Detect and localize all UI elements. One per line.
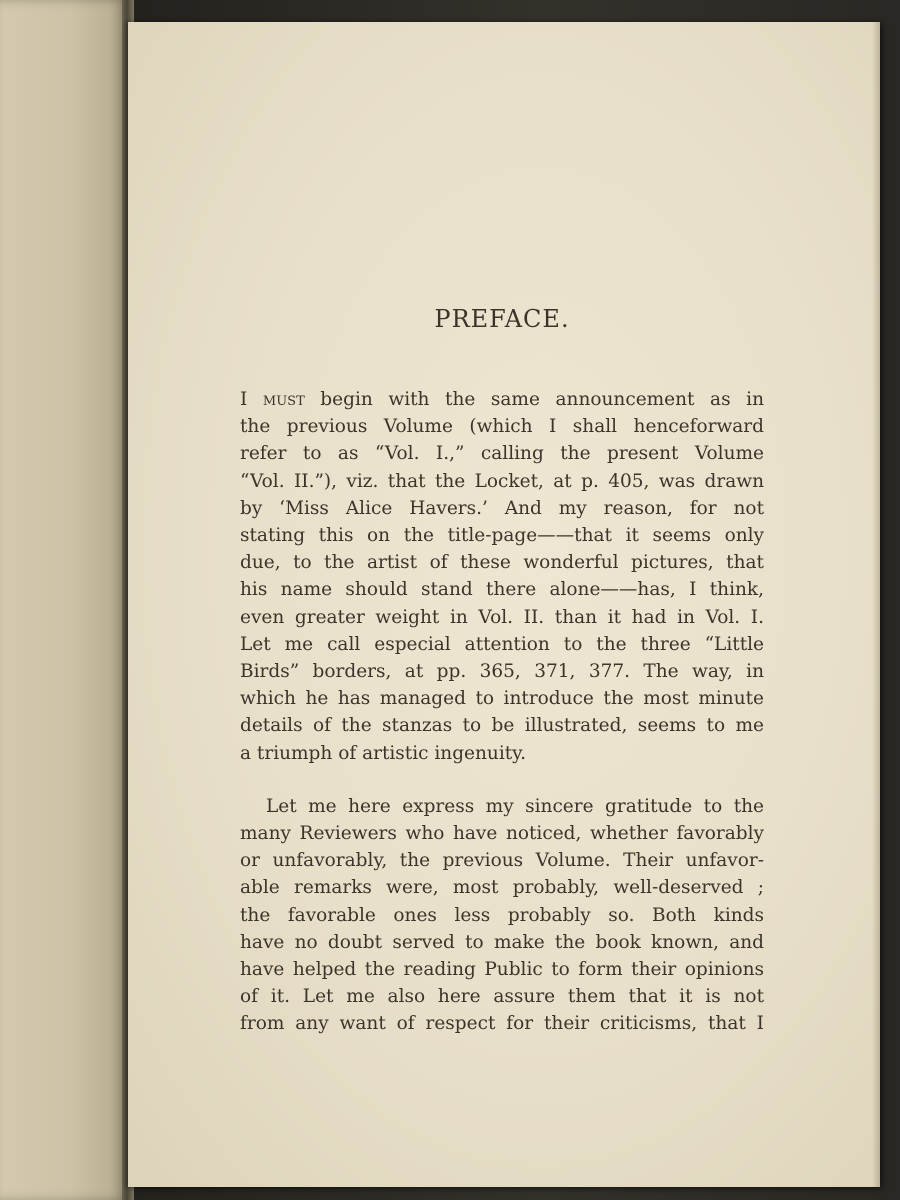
- text-line: Let me here express my sincere gratitude to the: [266, 795, 764, 817]
- preface-text: [240, 304, 764, 1038]
- page-title: PREFACE.: [434, 305, 570, 333]
- text-line: his name should stand there alone——has, I think,: [240, 579, 764, 601]
- left-page: [0, 0, 128, 1200]
- text-line: able remarks were, most probably, well-deserved ;: [240, 877, 764, 899]
- text-line: which he has managed to introduce the most minute: [240, 688, 764, 710]
- text-line: “Vol. II.”), viz. that the Locket, at p. 405, was drawn: [240, 470, 764, 492]
- text-line: the previous Volume (which I shall henceforward: [240, 416, 764, 438]
- text-line: stating this on the title-page——that it seems only: [240, 525, 764, 547]
- paragraph-2: [240, 793, 764, 1038]
- text-line: due, to the artist of these wonderful pictures, that: [240, 552, 764, 574]
- text-line: details of the stanzas to be illustrated, seems to me: [240, 715, 764, 737]
- text-line: have no doubt served to make the book known, and: [240, 931, 764, 953]
- text-line: a triumph of artistic ingenuity.: [240, 742, 527, 764]
- text-line: many Reviewers who have noticed, whether favorably: [240, 823, 764, 845]
- paragraph-1: [240, 386, 764, 767]
- text-line: by ‘Miss Alice Havers.’ And my reason, for not: [240, 497, 764, 519]
- text-line: the favorable ones less probably so. Both kinds: [240, 904, 764, 926]
- text-line: [240, 386, 764, 413]
- text-line: from any want of respect for their criticisms, that I: [240, 1013, 764, 1035]
- text-line: even greater weight in Vol. II. than it had in Vol. I.: [240, 606, 764, 628]
- text-line: of it. Let me also here assure them that it is not: [240, 986, 764, 1008]
- text-line: Birds” borders, at pp. 365, 371, 377. The way, in: [240, 661, 764, 683]
- lead-word-smallcaps: must: [262, 389, 305, 410]
- line-text: begin with the same announcement as in: [304, 389, 764, 410]
- text-line: Let me call especial attention to the three “Little: [240, 633, 764, 655]
- text-line: or unfavorably, the previous Volume. Their unfavor-: [240, 850, 764, 872]
- text-line: have helped the reading Public to form their opinions: [240, 959, 764, 981]
- right-page: [128, 22, 880, 1187]
- text-line: refer to as “Vol. I.,” calling the present Volume: [240, 443, 764, 465]
- lead-word: I: [240, 389, 263, 410]
- page-edge: [872, 22, 880, 1187]
